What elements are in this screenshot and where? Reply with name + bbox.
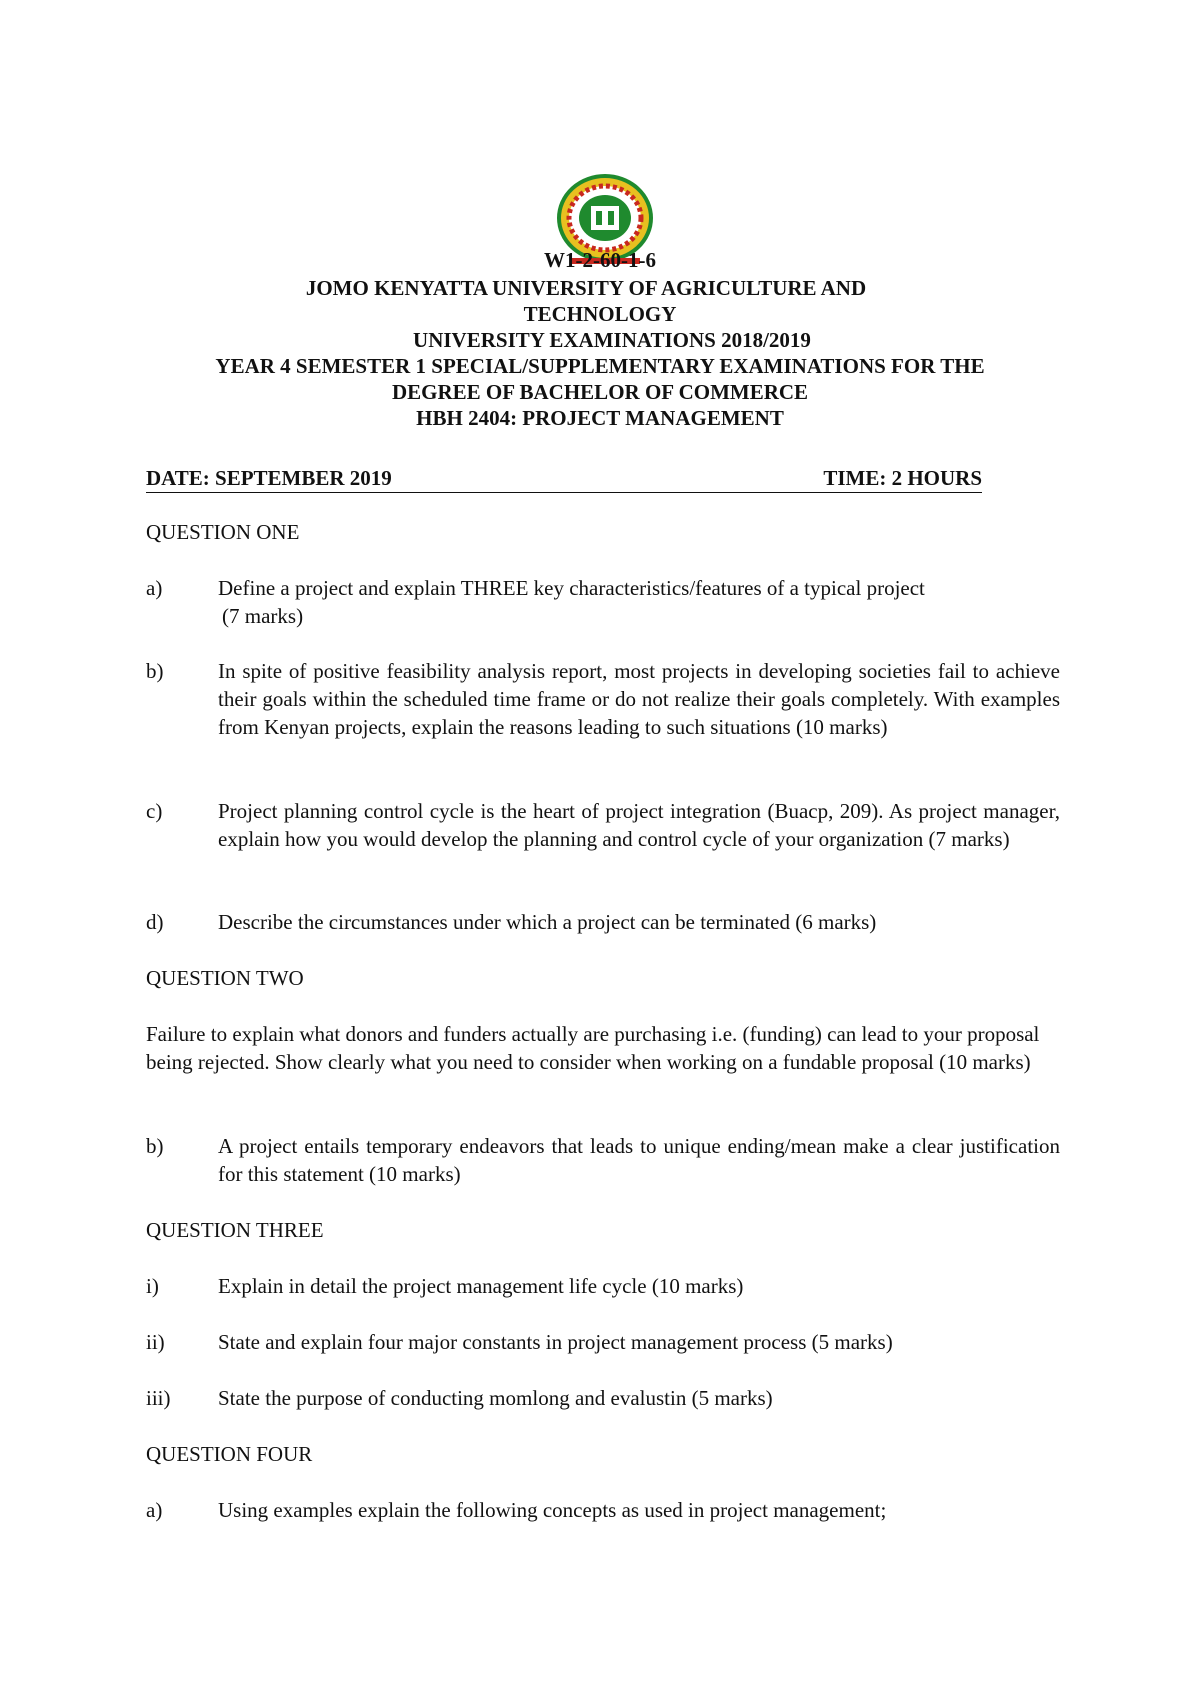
question-item bbox=[146, 908, 1060, 936]
item-text: Describe the circumstances under which a project can be terminated (6 marks) bbox=[218, 910, 877, 934]
question-item bbox=[146, 657, 1060, 741]
question-item bbox=[146, 1272, 1060, 1300]
question-three-heading: QUESTION THREE bbox=[146, 1218, 324, 1242]
item-label: iii) bbox=[146, 1386, 171, 1410]
year-semester-line2: DEGREE OF BACHELOR OF COMMERCE bbox=[391, 380, 809, 404]
question-item bbox=[146, 1132, 1060, 1188]
item-label: b) bbox=[146, 1134, 164, 1158]
item-text: A project entails temporary endeavors that leads to unique ending/mean make a clear justification for this statement (10 marks) bbox=[218, 1134, 1060, 1186]
question-two-heading: QUESTION TWO bbox=[146, 966, 304, 990]
item-text: Explain in detail the project management life cycle (10 marks) bbox=[218, 1274, 744, 1298]
item-label: i) bbox=[146, 1274, 159, 1298]
exam-session: UNIVERSITY EXAMINATIONS 2018/2019 bbox=[413, 328, 811, 352]
question-four-heading: QUESTION FOUR bbox=[146, 1442, 313, 1466]
item-text: In spite of positive feasibility analysis report, most projects in developing societies fail to achieve their goals within the scheduled time frame or do not realize their goals completely. With examples from Kenyan projects, explain the reasons leading to such situations (10 marks) bbox=[218, 659, 1060, 739]
item-text: Project planning control cycle is the heart of project integration (Buacp, 209). As project manager, explain how you would develop the planning and control cycle of your organization (7 marks) bbox=[218, 799, 1060, 851]
item-text: Define a project and explain THREE key characteristics/features of a typical project bbox=[218, 576, 925, 600]
question-item bbox=[146, 797, 1060, 853]
item-label: d) bbox=[146, 910, 164, 934]
item-label: ii) bbox=[146, 1330, 165, 1354]
question-item bbox=[146, 1496, 1060, 1524]
university-name-line2: TECHNOLOGY bbox=[523, 302, 677, 326]
question-item bbox=[146, 1328, 1060, 1356]
date-time-line bbox=[146, 464, 982, 493]
item-label: b) bbox=[146, 659, 164, 683]
exam-date: DATE: SEPTEMBER 2019 bbox=[146, 466, 392, 490]
item-text: State and explain four major constants in project management process (5 marks) bbox=[218, 1330, 893, 1354]
item-label: c) bbox=[146, 799, 163, 823]
question-one-heading: QUESTION ONE bbox=[146, 520, 300, 544]
item-label: a) bbox=[146, 1498, 163, 1522]
exam-time: TIME: 2 HOURS bbox=[823, 466, 982, 490]
item-text: State the purpose of conducting momlong and evalustin (5 marks) bbox=[218, 1386, 773, 1410]
item-text: Using examples explain the following concepts as used in project management; bbox=[218, 1498, 887, 1522]
question-item bbox=[146, 1384, 1060, 1412]
question-two-intro: Failure to explain what donors and funders actually are purchasing i.e. (funding) can lead to your proposal being rejected. Show clearly what you need to consider when working on a fundable proposal (10 marks) bbox=[146, 1022, 1040, 1074]
question-item bbox=[146, 574, 1060, 630]
university-name-line1: JOMO KENYATTA UNIVERSITY OF AGRICULTURE AND bbox=[305, 276, 867, 300]
year-semester-line1: YEAR 4 SEMESTER 1 SPECIAL/SUPPLEMENTARY EXAMINATIONS FOR THE bbox=[215, 354, 985, 378]
item-label: a) bbox=[146, 576, 163, 600]
item-marks: (7 marks) bbox=[222, 604, 304, 628]
course-title: HBH 2404: PROJECT MANAGEMENT bbox=[416, 406, 784, 430]
exam-code: W1-2-60-1-6 bbox=[544, 248, 656, 272]
